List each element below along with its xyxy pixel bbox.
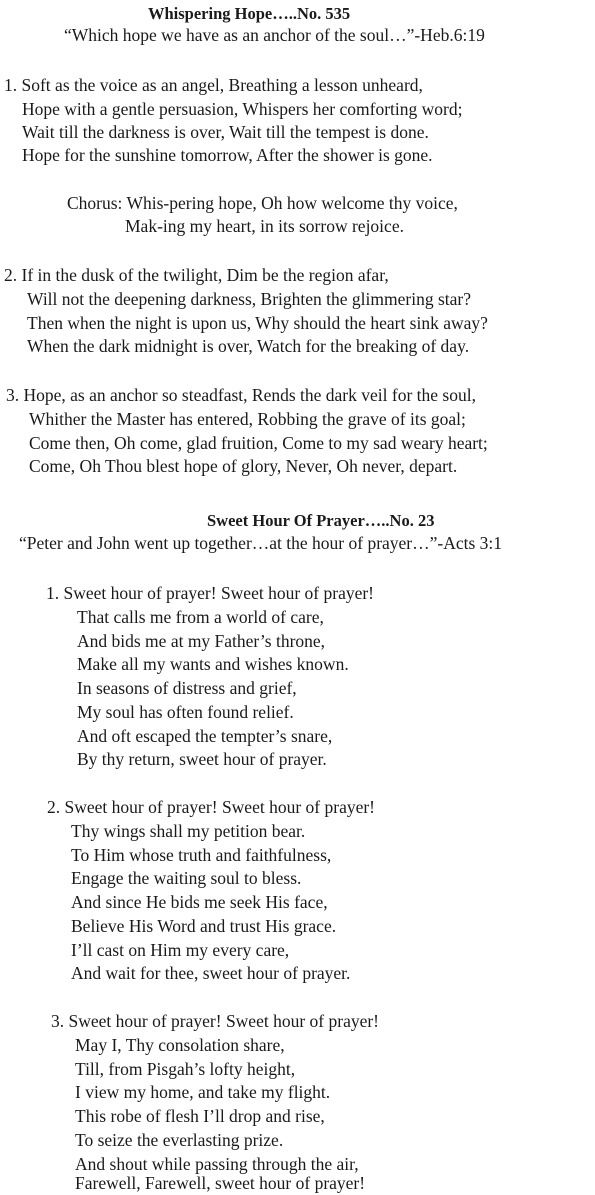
scripture-reference: “Which hope we have as an anchor of the soul…”-Heb.6:19 bbox=[64, 25, 485, 45]
verse-line: In seasons of distress and grief, bbox=[77, 678, 297, 698]
verse-line: 2. Sweet hour of prayer! Sweet hour of prayer! bbox=[47, 797, 376, 817]
verse-line: Farewell, Farewell, sweet hour of prayer! bbox=[75, 1173, 366, 1193]
scripture-reference: “Peter and John went up together…at the hour of prayer…”-Acts 3:1 bbox=[19, 533, 503, 553]
verse-line: Till, from Pisgah’s lofty height, bbox=[75, 1059, 296, 1079]
verse-line: Believe His Word and trust His grace. bbox=[71, 916, 337, 936]
verse-line: Thy wings shall my petition bear. bbox=[71, 821, 306, 841]
verse-line: 3. Sweet hour of prayer! Sweet hour of prayer! bbox=[51, 1011, 380, 1031]
verse-line: I’ll cast on Him my every care, bbox=[71, 940, 290, 960]
verse-line: And since He bids me seek His face, bbox=[71, 892, 328, 912]
hymn-title: Whispering Hope…..No. 535 bbox=[148, 4, 351, 23]
verse-line: May I, Thy consolation share, bbox=[75, 1035, 285, 1055]
verse-line: To seize the everlasting prize. bbox=[75, 1130, 284, 1150]
verse-line: To Him whose truth and faithfulness, bbox=[71, 845, 332, 865]
verse-line: Whither the Master has entered, Robbing the grave of its goal; bbox=[29, 409, 466, 429]
verse-line: Come then, Oh come, glad fruition, Come to my sad weary heart; bbox=[29, 433, 488, 453]
verse-line: And wait for thee, sweet hour of prayer. bbox=[71, 963, 351, 983]
chorus-line: Chorus: Whis-pering hope, Oh how welcome thy voice, bbox=[67, 193, 458, 213]
verse-line: That calls me from a world of care, bbox=[77, 607, 324, 627]
verse-line: And bids me at my Father’s throne, bbox=[77, 631, 326, 651]
verse-line: 3. Hope, as an anchor so steadfast, Rends the dark veil for the soul, bbox=[6, 385, 476, 405]
verse-line: Hope with a gentle persuasion, Whispers her comforting word; bbox=[22, 99, 463, 119]
verse-line: My soul has often found relief. bbox=[77, 702, 294, 722]
verse-line: Hope for the sunshine tomorrow, After the shower is gone. bbox=[22, 145, 433, 165]
verse-line: Make all my wants and wishes known. bbox=[77, 654, 349, 674]
verse-line: When the dark midnight is over, Watch for the breaking of day. bbox=[27, 336, 470, 356]
verse-line: 1. Soft as the voice as an angel, Breathing a lesson unheard, bbox=[4, 75, 423, 95]
verse-line: I view my home, and take my flight. bbox=[75, 1082, 331, 1102]
verse-line: Wait till the darkness is over, Wait till the tempest is done. bbox=[22, 122, 429, 142]
verse-line: 2. If in the dusk of the twilight, Dim be the region afar, bbox=[4, 265, 389, 285]
verse-line: 1. Sweet hour of prayer! Sweet hour of prayer! bbox=[46, 583, 375, 603]
verse-line: Then when the night is upon us, Why should the heart sink away? bbox=[27, 313, 488, 333]
verse-line: This robe of flesh I’ll drop and rise, bbox=[75, 1106, 325, 1126]
hymn-title: Sweet Hour Of Prayer…..No. 23 bbox=[207, 511, 435, 530]
verse-line: Engage the waiting soul to bless. bbox=[71, 868, 302, 888]
verse-line: And oft escaped the tempter’s snare, bbox=[77, 726, 333, 746]
verse-line: Will not the deepening darkness, Brighten the glimmering star? bbox=[27, 289, 471, 309]
verse-line: Come, Oh Thou blest hope of glory, Never, Oh never, depart. bbox=[29, 456, 458, 476]
chorus-line: Mak-ing my heart, in its sorrow rejoice. bbox=[125, 216, 404, 236]
verse-line: By thy return, sweet hour of prayer. bbox=[77, 749, 327, 769]
verse-line: And shout while passing through the air, bbox=[75, 1154, 359, 1174]
